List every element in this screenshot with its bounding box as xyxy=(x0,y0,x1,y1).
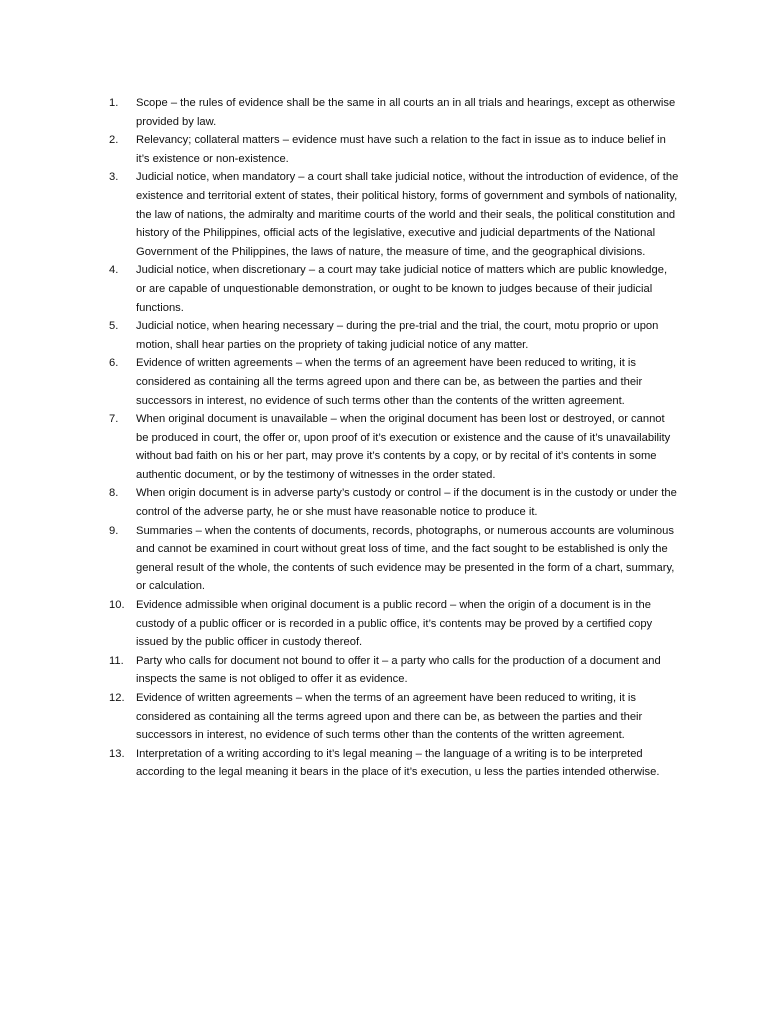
item-number: 11. xyxy=(109,654,124,667)
list-item xyxy=(109,596,679,652)
list-item xyxy=(109,410,679,484)
item-number: 1. xyxy=(109,97,119,109)
list-item xyxy=(109,317,679,354)
item-number: 3. xyxy=(109,171,119,184)
list-item xyxy=(109,354,679,410)
list-item xyxy=(109,131,679,168)
item-text: Evidence of written agreements – when the terms of an agreement have been reduced to writing, it is considered as containing all the terms agreed upon and there can be, as between the parties and their successors in interest, no evidence of such terms other than the contents of the written agreement. xyxy=(136,692,643,742)
item-text: When original document is unavailable – when the original document has been lost or destroyed, or cannot be produced in court, the offer or, upon proof of it’s execution or existence and the cause of it’s unavailability without bad faith on his or her part, may prove it’s contents by a copy, or by recital of it’s contents in some authentic document, or by the testimony of witnesses in the order stated. xyxy=(136,413,671,481)
item-text: Party who calls for document not bound to offer it – a party who calls for the production of a document and inspects the same is not obliged to offer it as evidence. xyxy=(136,654,661,686)
item-number: 2. xyxy=(109,134,119,147)
item-text: Interpretation of a writing according to it’s legal meaning – the language of a writing is to be interpreted according to the legal meaning it bears in the place of it’s execution, u less the parties intended otherwise. xyxy=(136,747,660,779)
item-number: 7. xyxy=(109,413,119,426)
list-item xyxy=(109,689,679,745)
list-item xyxy=(109,745,679,782)
item-number: 5. xyxy=(109,320,119,333)
item-number: 12. xyxy=(109,692,125,704)
item-text: Relevancy; collateral matters – evidence must have such a relation to the fact in issue as to induce belief in it’s existence or non-existence. xyxy=(136,134,666,165)
item-number: 8. xyxy=(109,487,119,500)
item-text: Evidence of written agreements – when the terms of an agreement have been reduced to writing, it is considered as containing all the terms agreed upon and there can be, as between the parties and their successors in interest, no evidence of such terms other than the contents of the written agreement. xyxy=(136,357,643,407)
list-item xyxy=(109,484,679,521)
item-text: Evidence admissible when original document is a public record – when the origin of a document is in the custody of a public officer or is recorded in a public office, it’s contents may be proved by a certified copy issued by the public officer in custody thereof. xyxy=(136,599,653,649)
list-item xyxy=(109,652,679,689)
item-number: 13. xyxy=(109,747,125,760)
item-number: 10. xyxy=(109,599,125,612)
item-number: 9. xyxy=(109,524,119,537)
list-item xyxy=(109,168,679,261)
item-text: Judicial notice, when hearing necessary – during the pre-trial and the trial, the court, motu proprio or upon motion, shall hear parties on the propriety of taking judicial notice of any matter. xyxy=(136,320,659,351)
list-item xyxy=(109,522,679,596)
item-text: Summaries – when the contents of documents, records, photographs, or numerous accounts are voluminous and cannot be examined in court without great loss of time, and the fact sought to be established is only the general result of the whole, the contents of such evidence may be presented in the form of a chart, summary, or calculation. xyxy=(136,524,675,593)
item-text: Judicial notice, when mandatory – a court shall take judicial notice, without the introduction of evidence, of the existence and territorial extent of states, their political history, forms of government and symbols of nationality, the law of nations, the admiralty and maritime courts of the world and their seals, the political constitution and history of the Philippines, official acts of the legislative, executive and judicial departments of the National Government of the Philippines, the laws of nature, the measure of time, and the geographical divisions. xyxy=(136,171,679,258)
evidence-rules-list xyxy=(109,94,679,782)
item-text: Judicial notice, when discretionary – a court may take judicial notice of matters which are public knowledge, or are capable of unquestionable demonstration, or ought to be known to judges because of their judicial functions. xyxy=(136,264,668,314)
item-text: When origin document is in adverse party’s custody or control – if the document is in the custody or under the control of the adverse party, he or she must have reasonable notice to produce it. xyxy=(136,487,677,519)
list-item xyxy=(109,261,679,317)
list-item xyxy=(109,94,679,131)
item-number: 6. xyxy=(109,357,119,370)
item-number: 4. xyxy=(109,264,119,277)
item-text: Scope – the rules of evidence shall be the same in all courts an in all trials and hearings, except as otherwise provided by law. xyxy=(136,97,676,128)
